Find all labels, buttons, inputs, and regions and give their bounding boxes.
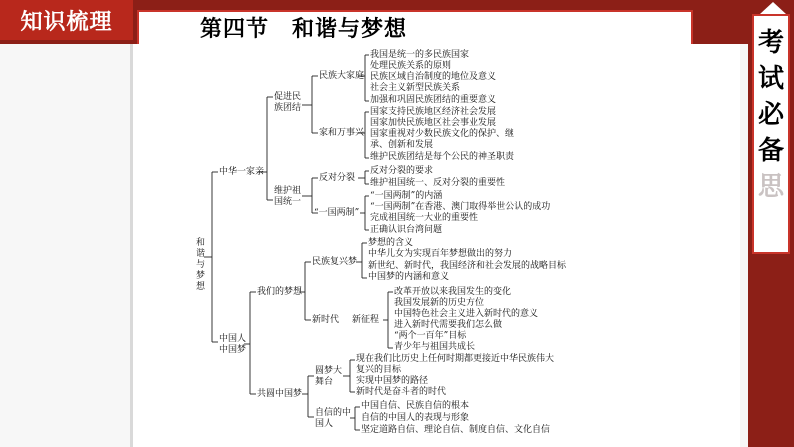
- root-node: 和谐与梦想: [196, 238, 206, 292]
- node-xinzhengcheng: 新征程: [352, 315, 380, 325]
- leaf-item: 中国自信、民族自信的根本: [361, 401, 470, 411]
- node-cujin: 促进民族团结: [274, 92, 302, 113]
- node-yiguo: “一国两制”: [314, 208, 360, 218]
- leaf-item: “一国两制”在香港、澳门取得举世公认的成功: [370, 202, 551, 212]
- leaf-item: 社会主义新型民族关系: [370, 83, 461, 93]
- leaf-item: 自信的中国人的表现与形象: [361, 413, 470, 423]
- knowledge-tag: 知识梳理: [0, 0, 133, 40]
- leaf-item: 加强和巩固民族团结的重要意义: [370, 95, 497, 105]
- leaf-item: 改革开放以来我国发生的变化: [394, 287, 512, 297]
- leaf-item: 反对分裂的要求: [370, 166, 434, 176]
- leaf-item: 中国梦的内涵和意义: [368, 272, 450, 282]
- sidebar-char-1: 考: [757, 28, 784, 58]
- leaf-item: 中华儿女为实现百年梦想做出的努力: [368, 249, 513, 259]
- node-zhonghua: 中华一家亲: [219, 167, 265, 177]
- leaf-item: 坚定道路自信、理论自信、制度自信、文化自信: [361, 425, 551, 435]
- sidebar-char-faded: 思: [757, 172, 784, 202]
- node-weihu: 维护祖国统一: [274, 186, 302, 207]
- leaf-item: 中国特色社会主义进入新时代的意义: [394, 309, 539, 319]
- leaf-item: 我国发展新的历史方位: [394, 298, 485, 308]
- leaf-item: 完成祖国统一大业的重要性: [370, 213, 479, 223]
- leaf-item: “两个一百年”目标: [394, 331, 467, 341]
- node-xinshidai: 新时代: [312, 315, 340, 325]
- leaf-item: 处理民族关系的原则: [370, 61, 452, 71]
- leaf-item: 新时代是奋斗者的时代: [356, 387, 447, 397]
- leaf-item: 实现中国梦的路径: [356, 376, 429, 386]
- leaf-item: 新世纪、新时代，我国经济和社会发展的战略目标: [368, 261, 567, 271]
- node-minzu-dajiating: 民族大家庭: [319, 71, 365, 81]
- node-gongyuan: 共圆中国梦: [257, 389, 303, 399]
- node-zixin: 自信的中国人: [315, 408, 352, 429]
- leaf-item: 青少年与祖国共成长: [394, 342, 476, 352]
- sidebar-char-2: 试: [757, 64, 784, 94]
- leaf-item: 进入新时代需要我们怎么做: [394, 320, 503, 330]
- leaf-item: 我国是统一的多民族国家: [370, 50, 470, 60]
- leaf-item: “一国两制”的内涵: [370, 191, 443, 201]
- node-women: 我们的梦想: [257, 287, 303, 297]
- leaf-item: 国家支持民族地区经济社会发展: [370, 107, 497, 117]
- leaf-item: 梦想的含义: [368, 238, 414, 248]
- node-jiahe: 家和万事兴: [319, 128, 365, 138]
- leaf-item: 国家重视对少数民族文化的保护、继承、创新和发展: [370, 129, 515, 150]
- leaf-item: 国家加快民族地区社会事业发展: [370, 118, 497, 128]
- node-fandui: 反对分裂: [319, 173, 356, 183]
- page-title: 第四节 和谐与梦想: [200, 17, 408, 42]
- leaf-item: 维护民族团结是每个公民的神圣职责: [370, 152, 515, 162]
- leaf-item: 维护祖国统一、反对分裂的重要性: [370, 178, 506, 188]
- node-fuxing: 民族复兴梦: [312, 257, 358, 267]
- node-yuanmeng: 圆梦大舞台: [315, 366, 343, 387]
- sidebar-char-3: 必: [757, 100, 784, 130]
- node-zhongguomeng: 中国人中国梦: [219, 334, 247, 355]
- sidebar-char-4: 备: [757, 136, 784, 166]
- leaf-item: 民族区域自治制度的地位及意义: [370, 72, 497, 82]
- leaf-item: 现在我们比历史上任何时期都更接近中华民族伟大复兴的目标: [356, 354, 555, 375]
- leaf-item: 正确认识台湾问题: [370, 225, 443, 235]
